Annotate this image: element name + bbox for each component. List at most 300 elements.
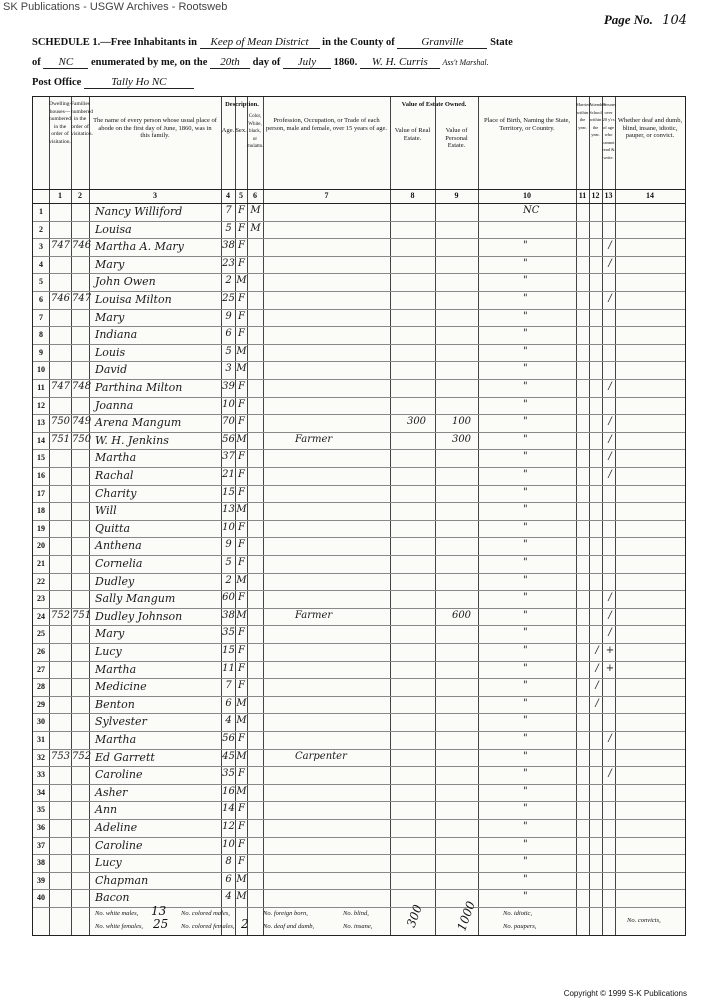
white-males-count: 13 [151,904,167,918]
birthplace: " [523,557,528,568]
birthplace: " [523,697,528,709]
col-head-illiterate: Persons over 20 y'rs of age who cannot read & write. [602,102,617,160]
insane-label: No. insane, [343,923,373,930]
person-age: 15 [222,645,235,656]
person-age: 3 [225,363,232,375]
school-mark: / [595,697,599,709]
birthplace: " [523,785,528,797]
birthplace: " [523,609,528,621]
col-num-6: 6 [253,191,257,200]
row-number: 28 [37,682,45,692]
birthplace: " [523,627,528,639]
row-number: 19 [37,523,45,533]
dwelling-number: 751 [50,433,71,445]
personal-estate-value: 100 [451,416,472,428]
person-name: Dudley Johnson [95,609,183,623]
person-sex: M [236,574,247,586]
birthplace: " [523,715,528,727]
person-color: M [250,222,261,234]
person-age: 70 [222,416,235,428]
state-name: NC [43,56,88,69]
person-sex: F [238,310,245,322]
person-age: 6 [225,873,232,885]
row-number: 25 [37,629,45,639]
illiterate-mark: / [608,240,612,252]
person-age: 9 [225,310,232,322]
person-age: 12 [222,821,235,832]
dwelling-number: 753 [50,750,71,762]
birthplace: " [523,293,528,304]
person-sex: F [238,257,245,269]
person-sex: M [236,363,247,375]
person-sex: F [238,627,245,639]
family-number: 750 [72,433,92,445]
illiterate-mark: / [608,469,612,480]
person-name: Louisa [95,222,132,236]
row-number: 10 [37,365,45,375]
row-number: 4 [39,259,43,269]
illiterate-mark: / [608,627,612,639]
person-sex: F [238,821,245,832]
col-num-8: 8 [410,191,415,200]
person-name: Mary [95,257,125,271]
person-sex: F [238,803,245,815]
person-name: Ann [95,803,118,817]
row-number: 39 [37,875,45,885]
person-sex: M [236,873,247,885]
person-sex: F [238,416,245,428]
dwelling-number: 747 [50,381,71,392]
row-number: 26 [37,647,45,656]
row-number: 15 [37,453,45,463]
row-number: 7 [39,312,43,322]
census-table [32,96,686,936]
col-head-sex: Sex. [235,127,247,134]
family-number: 746 [72,240,92,252]
person-age: 38 [222,609,235,621]
row-number: 36 [37,823,45,832]
col-num-11: 11 [578,191,587,200]
row-number: 37 [37,840,45,850]
white-females-label: No. white females, [95,923,144,930]
person-name: John Owen [95,275,156,289]
birthplace: " [523,310,528,322]
colored-females-label: No. colored females, [181,923,235,930]
birthplace: " [523,381,528,392]
person-age: 13 [222,504,235,516]
col-num-5: 5 [239,191,243,200]
person-name: Indiana [95,328,138,342]
col-head-birthplace: Place of Birth, Naming the State, Territory, or Country. [483,117,571,132]
real-estate-value: 300 [406,416,427,428]
birthplace: " [523,521,528,533]
enum-day: 20th [210,56,250,69]
person-age: 56 [222,433,235,445]
person-age: 5 [225,222,232,234]
enum-year: 1860. [333,57,358,68]
row-number: 24 [37,611,45,621]
row-number: 33 [37,770,45,780]
col-head-family: Families numbered in the order of visitation. [71,101,93,137]
person-age: 10 [222,398,235,410]
person-sex: M [236,504,247,516]
col-num-1: 1 [58,191,62,200]
idiotic-label: No. idiotic, [503,910,533,917]
row-number: 2 [39,224,43,234]
school-mark: / [595,680,599,692]
illiterate-mark: / [608,768,612,780]
person-name: Caroline [95,768,143,782]
person-color: M [250,205,261,216]
person-age: 45 [222,750,235,762]
colored-males-label: No. colored males, [181,910,230,917]
illiterate-mark: / [608,609,612,621]
white-females-count: 25 [153,917,169,931]
family-number: 752 [72,750,92,762]
person-sex: F [238,856,245,868]
col-num-9: 9 [454,191,459,200]
birthplace: " [523,504,528,516]
person-name: Adeline [95,821,138,834]
blind-label: No. blind, [343,910,369,917]
person-sex: F [238,205,245,216]
person-name: W. H. Jenkins [95,433,169,447]
person-sex: F [238,381,245,392]
person-sex: M [236,750,247,762]
row-number: 1 [39,207,43,216]
person-name: Will [95,504,117,518]
family-number: 748 [72,381,92,392]
birthplace: " [523,257,528,269]
person-name: Anthena [95,539,142,553]
illiterate-mark: / [608,451,612,463]
person-age: 10 [222,521,235,533]
day-of-label: day of [252,57,281,68]
person-sex: F [238,645,245,656]
school-mark: / [595,662,599,674]
col-head-occupation: Profession, Occupation, or Trade of each person, male and female, over 15 years of age. [265,117,388,132]
birthplace: " [523,539,528,551]
marshal-name: W. H. Curris [360,56,440,69]
birthplace: " [523,838,528,850]
birthplace: " [523,873,528,885]
person-sex: F [238,539,245,551]
person-sex: M [236,785,247,797]
col-head-description: Description. [225,101,259,108]
person-occupation: Farmer [295,609,333,621]
person-age: 6 [225,697,232,709]
birthplace: " [523,592,528,604]
schedule-header-line2 [32,56,489,69]
col-head-married: Married within the year. [576,102,591,130]
marshal-label: Ass't Marshal. [442,58,489,67]
post-office-label: Post Office [32,77,82,88]
col-num-13: 13 [604,191,613,200]
archive-banner: SK Publications - USGW Archives - Rootsweb [0,0,710,15]
col-num-12: 12 [591,191,600,200]
col-num-4: 4 [226,191,230,200]
person-age: 35 [222,627,235,639]
birthplace: " [523,486,528,498]
row-number: 32 [37,752,45,762]
schedule-header-line1 [32,36,513,49]
person-age: 8 [225,856,232,868]
illiterate-mark: / [608,257,612,269]
person-sex: F [238,451,245,463]
person-occupation: Farmer [295,433,333,445]
illiterate-mark: / [608,381,612,392]
row-number: 11 [37,383,45,392]
person-name: Benton [95,697,135,711]
person-name: Sylvester [95,715,147,729]
row-number: 21 [37,559,45,568]
dwelling-number: 750 [50,416,71,428]
illiterate-mark: / [608,733,612,744]
row-number: 5 [39,277,43,287]
person-sex: F [238,557,245,568]
person-age: 15 [222,486,235,498]
person-name: Lucy [95,856,122,870]
person-name: Martha [95,451,137,465]
birthplace: " [523,574,528,586]
person-name: Caroline [95,838,143,852]
row-number: 22 [37,576,45,586]
col-head-personal-estate: Value of Personal Estate. [445,127,468,149]
person-sex: F [238,222,245,234]
person-name: Joanna [95,398,134,412]
person-age: 25 [222,293,235,304]
person-age: 4 [225,715,232,727]
schedule-title: SCHEDULE 1.—Free Inhabitants in [32,37,197,48]
dwelling-number: 747 [50,240,71,252]
person-age: 2 [225,275,232,287]
person-sex: M [236,433,247,445]
dwelling-number: 752 [50,609,71,621]
paupers-label: No. paupers, [503,923,537,930]
person-name: Asher [95,785,128,799]
school-mark: / [595,645,599,656]
birthplace: " [523,750,528,762]
page-number-label: Page No. [603,12,653,27]
deaf-dumb-label: No. deaf and dumb, [263,923,315,930]
col-num-14: 14 [646,191,654,200]
person-age: 5 [225,345,232,357]
birthplace: " [523,328,528,340]
birthplace: " [523,680,528,692]
person-sex: M [236,345,247,357]
person-name: Bacon [95,891,130,905]
personal-estate-value: 300 [451,433,472,445]
person-sex: F [238,592,245,604]
person-sex: M [236,697,247,709]
person-sex: F [238,328,245,340]
family-number: 749 [72,416,92,428]
person-sex: M [236,715,247,727]
person-age: 6 [225,328,232,340]
col-head-school: Attended School within the year. [589,102,606,137]
birthplace: " [523,240,528,252]
person-age: 35 [222,768,235,780]
row-number: 40 [37,893,45,903]
person-occupation: Carpenter [295,750,347,762]
row-number: 3 [39,242,43,252]
person-name: Nancy Williford [95,205,183,218]
person-name: Charity [95,486,137,500]
person-name: Mary [95,310,125,324]
person-name: Rachal [95,469,134,482]
enumerated-label: enumerated by me, on the [91,57,208,68]
illiterate-mark: + [605,645,615,656]
copyright: Copyright © 1999 S-K Publications [563,989,687,998]
person-sex: F [238,838,245,850]
row-number: 38 [37,858,45,868]
person-name: Mary [95,627,125,641]
person-sex: F [238,768,245,780]
illiterate-mark: / [608,592,612,604]
person-sex: F [238,662,245,674]
person-sex: F [238,240,245,252]
row-number: 14 [37,435,45,445]
foreign-born-label: No. foreign born, [263,910,308,917]
row-number: 23 [37,594,45,604]
family-number: 747 [72,293,92,304]
post-office-name: Tally Ho NC [84,76,194,89]
birthplace: " [523,469,528,480]
person-age: 21 [222,469,235,480]
birthplace: " [523,803,528,815]
post-office-line [32,76,194,89]
row-number: 35 [37,805,45,815]
county-name: Granville [397,36,487,49]
state-label: State [490,37,513,48]
row-number: 30 [37,717,45,727]
person-age: 4 [225,891,232,903]
row-number: 17 [37,488,45,498]
personal-estate-total: 1000 [454,899,479,933]
person-name: Ed Garrett [95,750,155,764]
person-age: 10 [222,838,235,850]
birthplace: " [523,821,528,832]
person-name: Cornelia [95,557,143,570]
person-age: 2 [225,574,232,586]
person-age: 56 [222,733,235,744]
illiterate-mark: / [608,416,612,428]
page-number-value: 104 [662,13,687,28]
dwelling-number: 746 [50,293,71,304]
birthplace: " [523,768,528,780]
birthplace: " [523,891,528,903]
row-number: 16 [37,471,45,480]
row-number: 12 [37,400,45,410]
birthplace: " [523,433,528,445]
person-name: Martha [95,733,137,746]
person-name: Martha [95,662,137,676]
person-sex: F [238,293,245,304]
birthplace: " [523,416,528,428]
person-age: 38 [222,240,235,252]
row-number: 31 [37,735,45,744]
col-num-7: 7 [324,191,329,200]
person-age: 60 [222,592,235,604]
page-number [604,12,687,28]
person-sex: F [238,486,245,498]
col-num-3: 3 [153,191,157,200]
person-name: David [95,363,128,377]
col-head-age: Age. [221,127,235,134]
row-number: 13 [37,418,45,428]
row-number: 29 [37,699,45,709]
illiterate-mark: + [605,662,615,674]
county-label: in the County of [322,37,395,48]
person-name: Dudley [95,574,135,588]
birthplace: " [523,662,528,674]
real-estate-total: 300 [403,902,425,930]
col-head-dwelling: Dwelling-houses—numbered in the order of visitation. [49,101,72,145]
row-number: 18 [37,506,45,516]
col-head-estate: Value of Estate Owned. [401,101,467,108]
birthplace: " [523,733,528,744]
person-name: Parthina Milton [95,381,183,394]
col-num-2: 2 [78,191,82,200]
row-number: 9 [39,347,43,357]
col-head-real-estate: Value of Real Estate. [394,127,431,142]
birthplace: " [523,398,528,410]
col-num-10: 10 [523,191,531,200]
birthplace: NC [523,205,540,216]
person-name: Martha A. Mary [95,240,184,254]
person-sex: M [236,891,247,903]
person-age: 11 [222,662,235,674]
col-head-color: Color, White, black, or mulatto. [247,114,264,149]
personal-estate-value: 600 [451,609,472,621]
row-number: 8 [39,330,43,340]
of-label: of [32,57,41,68]
person-sex: F [238,469,245,480]
person-name: Lucy [95,645,122,658]
person-name: Louisa Milton [95,293,172,306]
person-age: 5 [225,557,232,568]
row-number: 20 [37,541,45,551]
birthplace: " [523,451,528,463]
person-age: 9 [225,539,232,551]
person-name: Louis [95,345,126,359]
division-name: Keep of Mean District [200,36,320,49]
person-age: 37 [222,451,235,463]
row-number: 34 [37,787,45,797]
person-sex: M [236,275,247,287]
person-name: Chapman [95,873,149,887]
row-number: 6 [39,295,43,304]
birthplace: " [523,275,528,287]
illiterate-mark: / [608,293,612,304]
white-males-label: No. white males, [95,910,139,917]
person-sex: M [236,609,247,621]
person-sex: F [238,733,245,744]
birthplace: " [523,345,528,357]
birthplace: " [523,856,528,868]
colored-females-count: 2 [241,917,249,931]
person-age: 7 [225,205,232,216]
enum-month: July [283,56,331,69]
col-head-name: The name of every person whose usual place of abode on the first day of June, 1860, was in this family. [93,117,217,139]
person-sex: F [238,680,245,692]
family-number: 751 [72,609,92,621]
person-age: 7 [225,680,232,692]
person-age: 39 [222,381,235,392]
col-head-disability: Whether deaf and dumb, blind, insane, idiotic, pauper, or convict. [617,117,683,139]
birthplace: " [523,363,528,375]
convicts-label: No. convicts, [627,917,661,924]
